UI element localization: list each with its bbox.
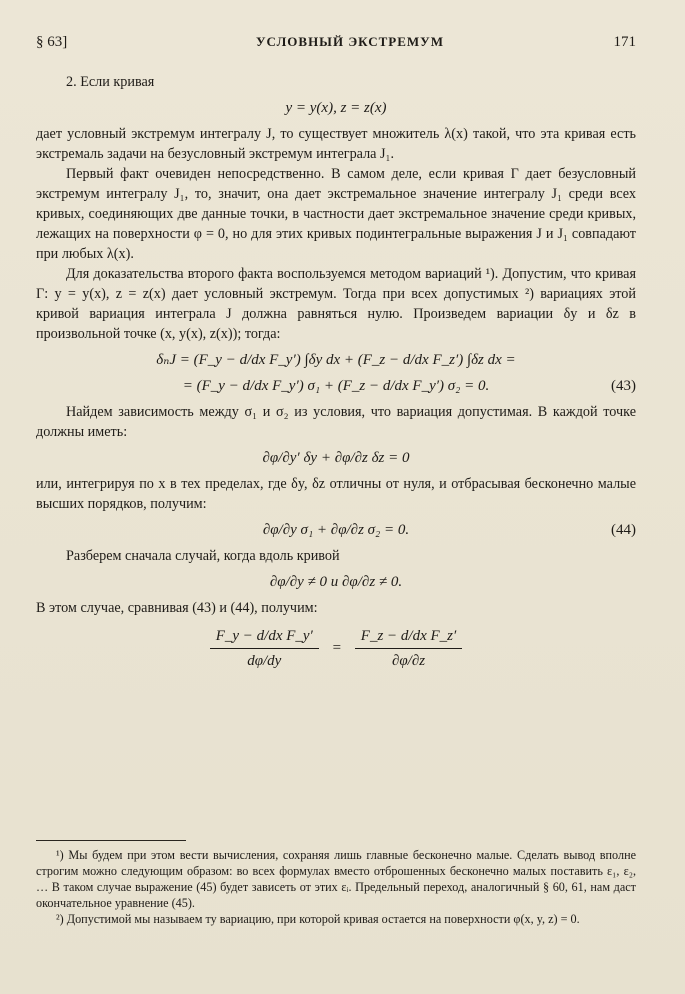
fraction-numerator: F_z − d/dx F_z′ bbox=[355, 626, 462, 649]
formula-curve: y = y(x), z = z(x) bbox=[285, 100, 387, 116]
fraction-denominator: dφ/dy bbox=[247, 653, 282, 669]
formula-variation-line1 bbox=[36, 350, 636, 370]
formula-sigma-relation bbox=[36, 520, 636, 540]
footnote-rule bbox=[36, 840, 186, 841]
running-title: УСЛОВНЫЙ ЭКСТРЕМУМ bbox=[256, 34, 444, 49]
formula-nonzero: ∂φ/∂y ≠ 0 и ∂φ/∂z ≠ 0. bbox=[269, 574, 403, 590]
fraction-numerator: F_y − d/dx F_y′ bbox=[210, 626, 319, 649]
paragraph: Для доказательства второго факта воспользуемся методом вариаций ¹). Допустим, что кривая Γ: y = y(x), z = z(x) дает условный экстремум. Тогда при всех допустимых ²) вариациях этой кривой вариация интеграла J должна равняться нулю. Произведем вариации δy и δz в произвольной точке (x, y(x), z(x)); тогда: bbox=[36, 266, 636, 342]
paragraph: Разберем сначала случай, когда вдоль кривой bbox=[66, 548, 340, 564]
fraction-right bbox=[355, 626, 462, 671]
equals-sign: = bbox=[332, 639, 342, 656]
paragraph: 2. Если кривая bbox=[66, 74, 155, 90]
page-body bbox=[36, 72, 636, 677]
page-number: 171 bbox=[613, 34, 636, 50]
paragraph: или, интегрируя по x в тех пределах, где δy, δz отличны от нуля, и отбрасывая бесконечно малые высших порядков, получим: bbox=[36, 476, 636, 512]
formula-variation-line2 bbox=[36, 376, 636, 396]
paragraph: Первый факт очевиден непосредственно. В самом деле, если кривая Γ дает безусловный экстремум интегралу J₁, то, значит, она дает экстремальное значение интегралу J₁ среди всех кривых, соединяющих две данные точки, в частности дает экстремальное значение среди кривых, лежащих на поверхности φ = 0, но для этих кривых подинтегральные выражения J и J₁ совпадают при любых λ(x). bbox=[36, 166, 636, 262]
paragraph: дает условный экстремум интегралу J, то существует множитель λ(x) такой, что эта кривая есть экстремаль задачи на безусловный экстремум интеграла J₁. bbox=[36, 126, 636, 162]
equation-number: (43) bbox=[611, 378, 636, 394]
footnote: ¹) Мы будем при этом вести вычисления, сохраняя лишь главные бесконечно малые. Сделать вывод вполне строгим можно следующим образом: во всех формулах вместо отброшенных бесконечно малых поставить ε₁, ε₂, … В таком случае выражение (45) будет зависеть от этих εᵢ. Предельный переход, аналогичный § 60, 61, нам даст окончательное уравнение (45). bbox=[36, 848, 636, 910]
paragraph: В этом случае, сравнивая (43) и (44), получим: bbox=[36, 600, 318, 616]
running-header bbox=[36, 34, 636, 56]
paragraph: Найдем зависимость между σ₁ и σ₂ из условия, что вариация допустимая. В каждой точке должны иметь: bbox=[36, 404, 636, 440]
equation-number: (44) bbox=[611, 522, 636, 538]
formula-text: δₙJ = (F_y − d/dx F_y′) ∫δy dx + (F_z − d/dx F_z′) ∫δz dx = bbox=[156, 352, 516, 368]
fraction-denominator: ∂φ/∂z bbox=[391, 653, 426, 669]
fraction-left bbox=[210, 626, 319, 671]
formula-text: ∂φ/∂y σ₁ + ∂φ/∂z σ₂ = 0. bbox=[262, 522, 410, 538]
formula-text: = (F_y − d/dx F_y′) σ₁ + (F_z − d/dx F_y′) σ₂ = 0. bbox=[182, 378, 490, 394]
formula-admissible: ∂φ/∂y′ δy + ∂φ/∂z δz = 0 bbox=[262, 450, 410, 466]
formula-ratio bbox=[36, 626, 636, 671]
section-number: § 63] bbox=[36, 34, 68, 50]
footnote: ²) Допустимой мы называем ту вариацию, при которой кривая остается на поверхности φ(x, y, z) = 0. bbox=[56, 912, 580, 926]
footnotes bbox=[36, 840, 636, 927]
